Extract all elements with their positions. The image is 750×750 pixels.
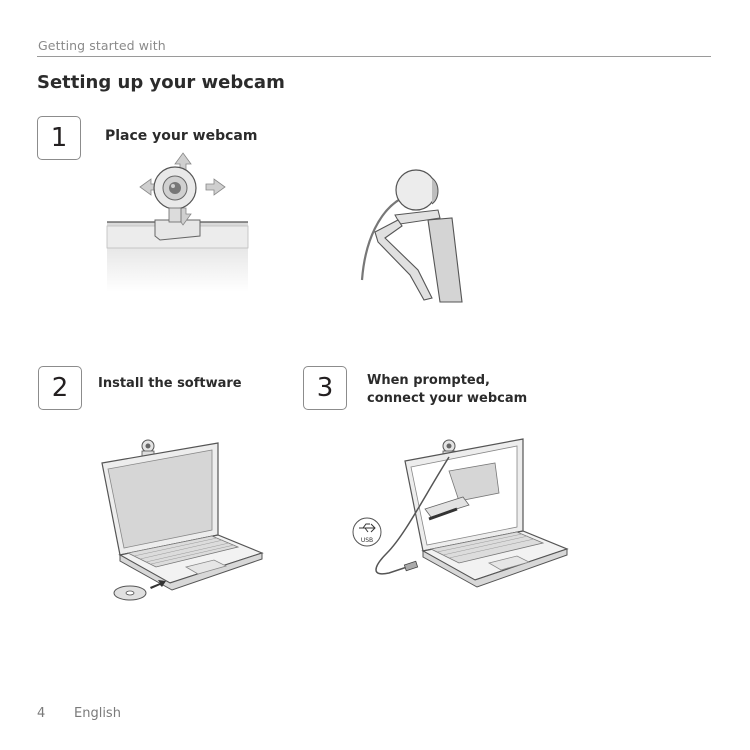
laptop-usb-connection-illustration (345, 435, 570, 595)
webcam-on-monitor-illustration (100, 150, 255, 300)
step-3-title-line-2: connect your webcam (367, 391, 528, 406)
page-number: 4 (37, 706, 46, 721)
step-1-number: 1 (50, 123, 68, 153)
step-2-number: 2 (51, 373, 69, 403)
footer-language: English (74, 706, 121, 721)
step-1-number-box (37, 116, 81, 160)
step-2-title: Install the software (98, 376, 242, 391)
step-3-number-box (303, 366, 347, 410)
usb-label: USB (360, 537, 374, 544)
step-2-number-box (38, 366, 82, 410)
running-head: Getting started with (38, 38, 166, 53)
header-rule (37, 56, 711, 57)
step-3-number: 3 (316, 373, 334, 403)
page-title: Setting up your webcam (37, 72, 285, 93)
laptop-with-cd-illustration (100, 435, 265, 605)
step-1-title: Place your webcam (105, 128, 258, 144)
step-3-title-line-1: When prompted, (367, 373, 490, 388)
webcam-side-view-illustration (340, 160, 480, 310)
